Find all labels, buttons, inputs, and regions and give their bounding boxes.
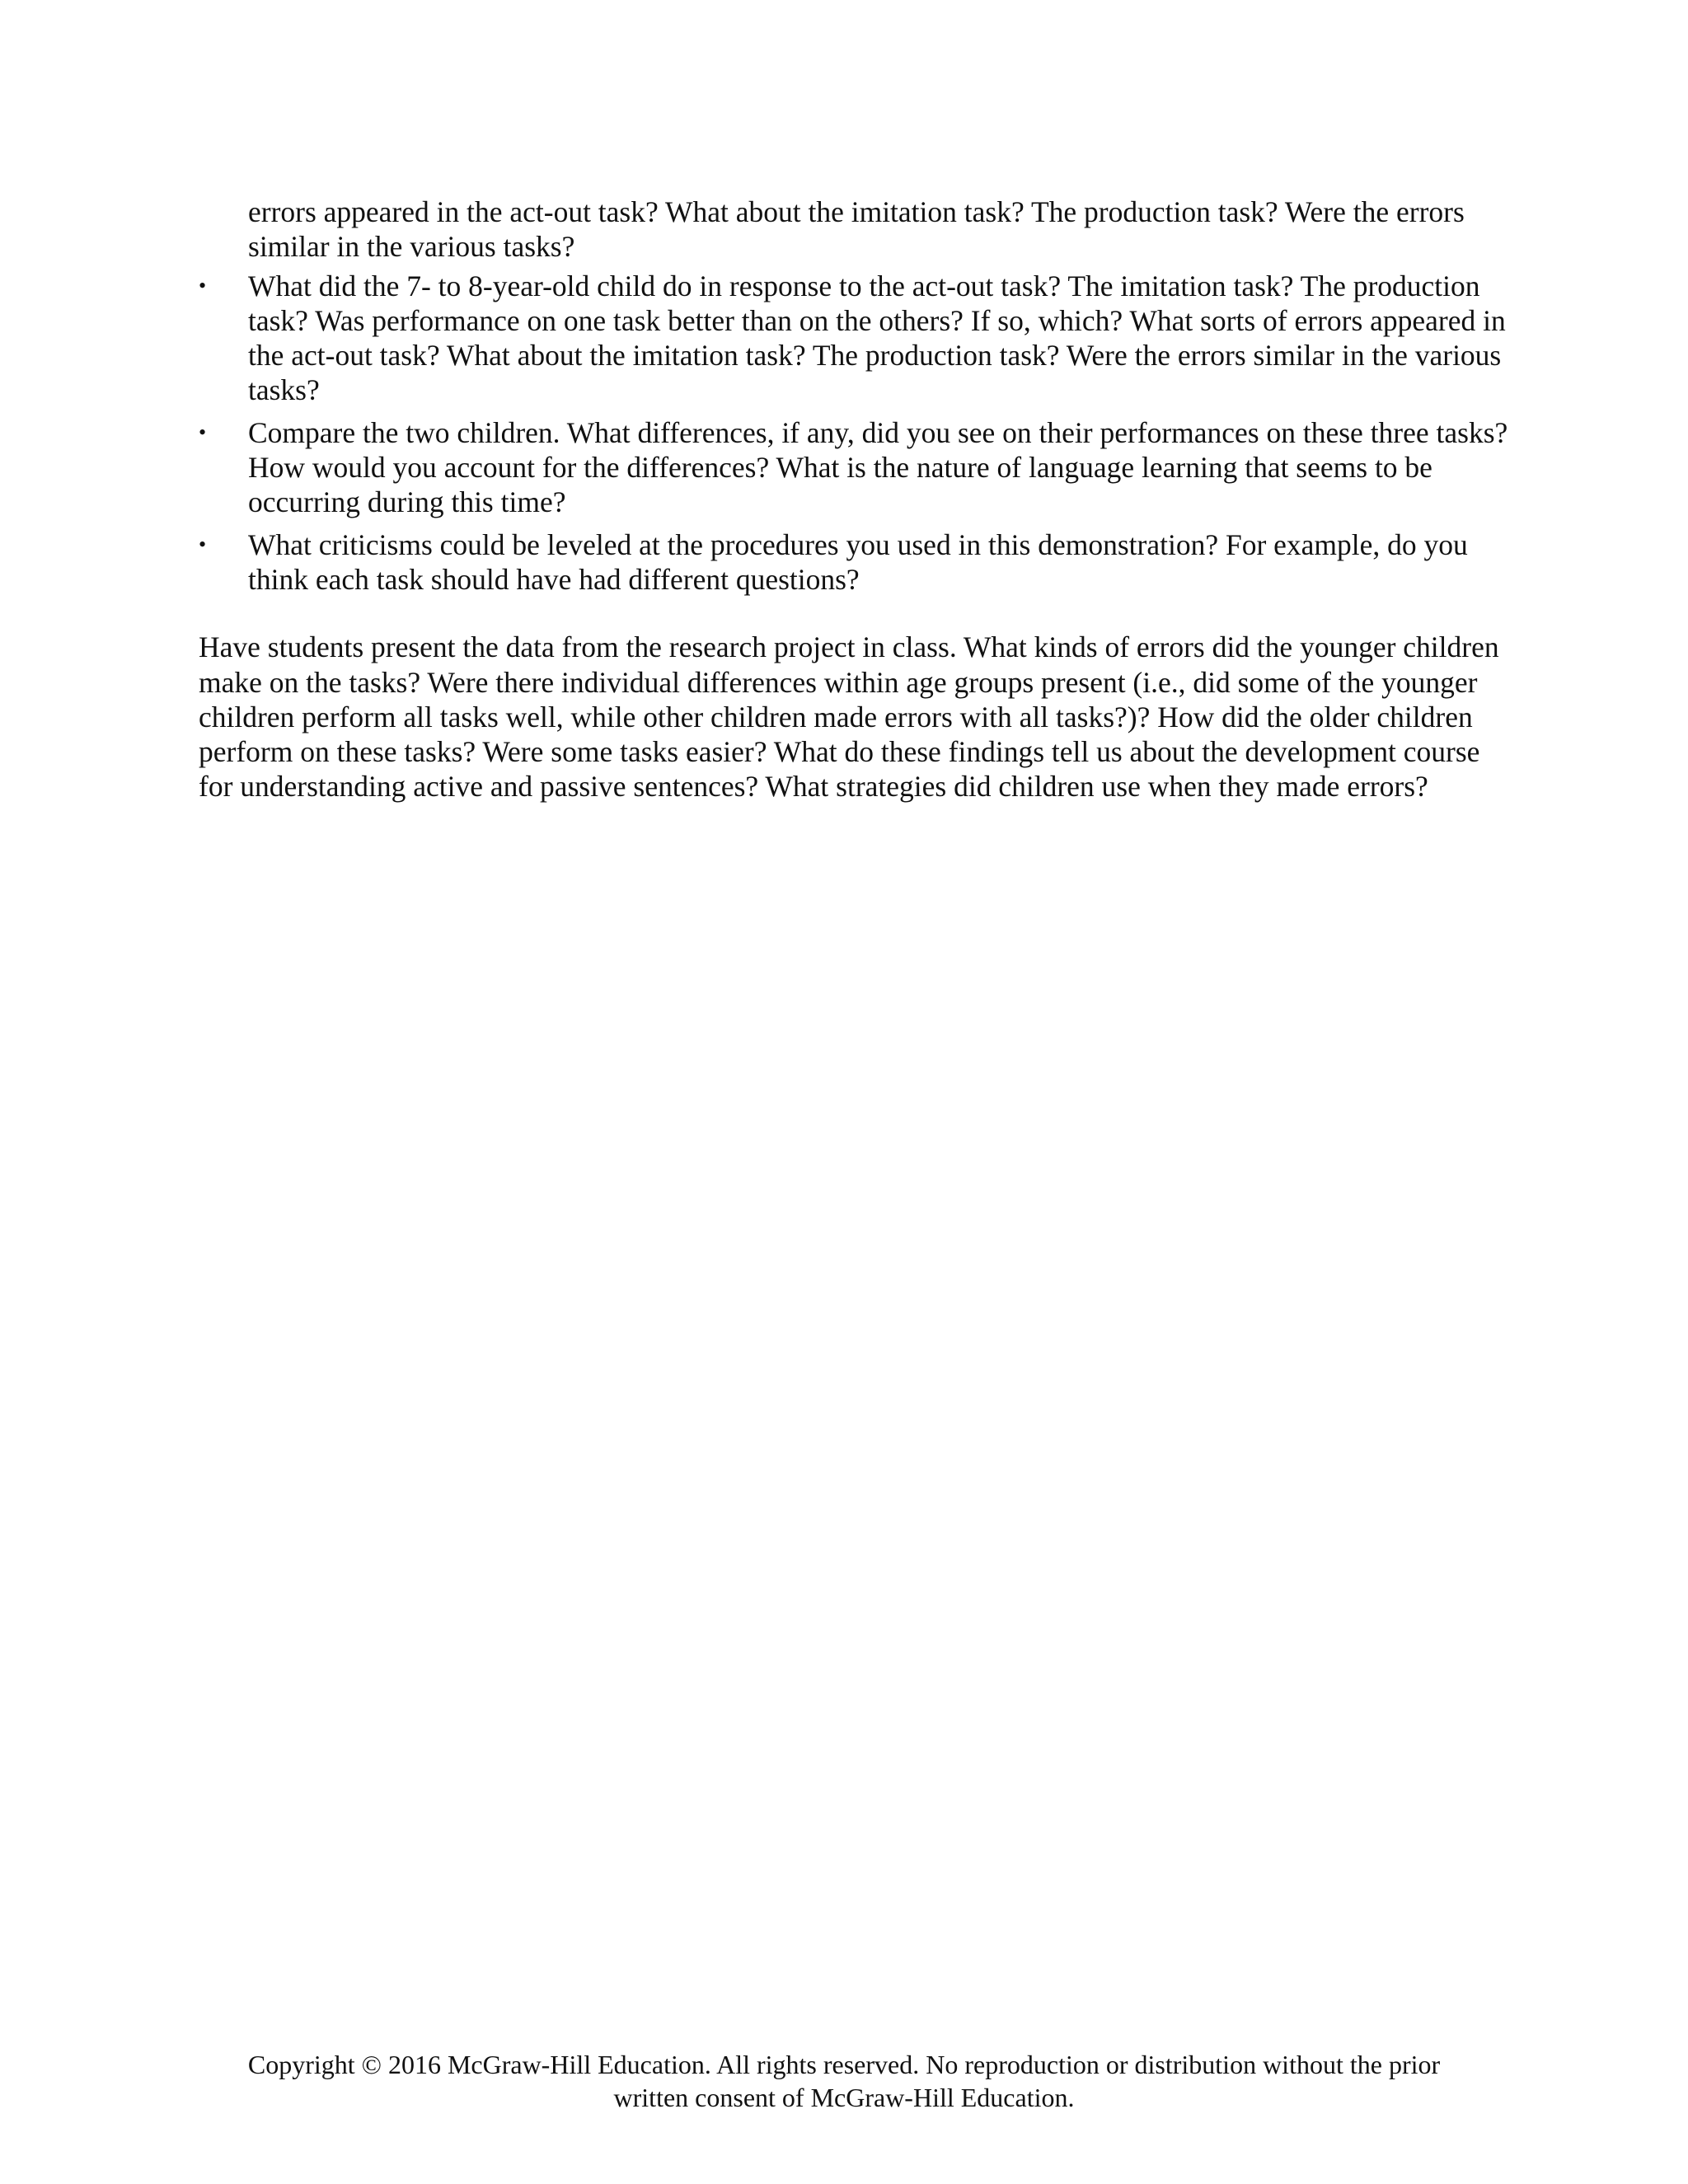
- list-item-text: Compare the two children. What differences, if any, did you see on their performances on these three tasks? How would you account for the differences? What is the nature of language learning that seems to be occurring during this time?: [248, 415, 1508, 519]
- continued-bullet-text: errors appeared in the act-out task? What about the imitation task? The production task? Were the errors similar in the various tasks?: [248, 195, 1465, 264]
- list-item-text: What criticisms could be leveled at the procedures you used in this demonstration? For example, do you think each task should have had different questions?: [248, 527, 1468, 596]
- footer-line-1: Copyright © 2016 McGraw-Hill Education. All rights reserved. No reproduction or distribution without the prior: [247, 2050, 1441, 2079]
- bullet-icon: •: [199, 419, 207, 444]
- body-paragraph: Have students present the data from the research project in class. What kinds of errors did the younger children make on the tasks? Were there individual differences within age groups present (i.e., did some of the younger children perform all tasks well, while other children made errors with all tasks?)? How did the older children perform on these tasks? Were some tasks easier? What do these findings tell us about the development course for understanding active and passive sentences? What strategies did children use when they made errors?: [199, 630, 1499, 804]
- list-item: [199, 527, 1509, 598]
- list-item: [199, 415, 1509, 520]
- list-item-text: What did the 7- to 8-year-old child do in response to the act-out task? The imitation task? The production task? Was performance on one task better than on the others? If so, which? What sorts of errors appeared in the act-out task? What about the imitation task? The production task? Were the errors similar in the various tasks?: [248, 269, 1506, 407]
- footer-line-2: written consent of McGraw-Hill Education.: [613, 2083, 1075, 2112]
- bullet-icon: •: [199, 532, 207, 556]
- page-content: [199, 194, 1509, 804]
- bullet-icon: •: [199, 273, 207, 298]
- list-item: [199, 269, 1509, 408]
- copyright-footer: [165, 2048, 1523, 2114]
- question-list: [199, 269, 1509, 598]
